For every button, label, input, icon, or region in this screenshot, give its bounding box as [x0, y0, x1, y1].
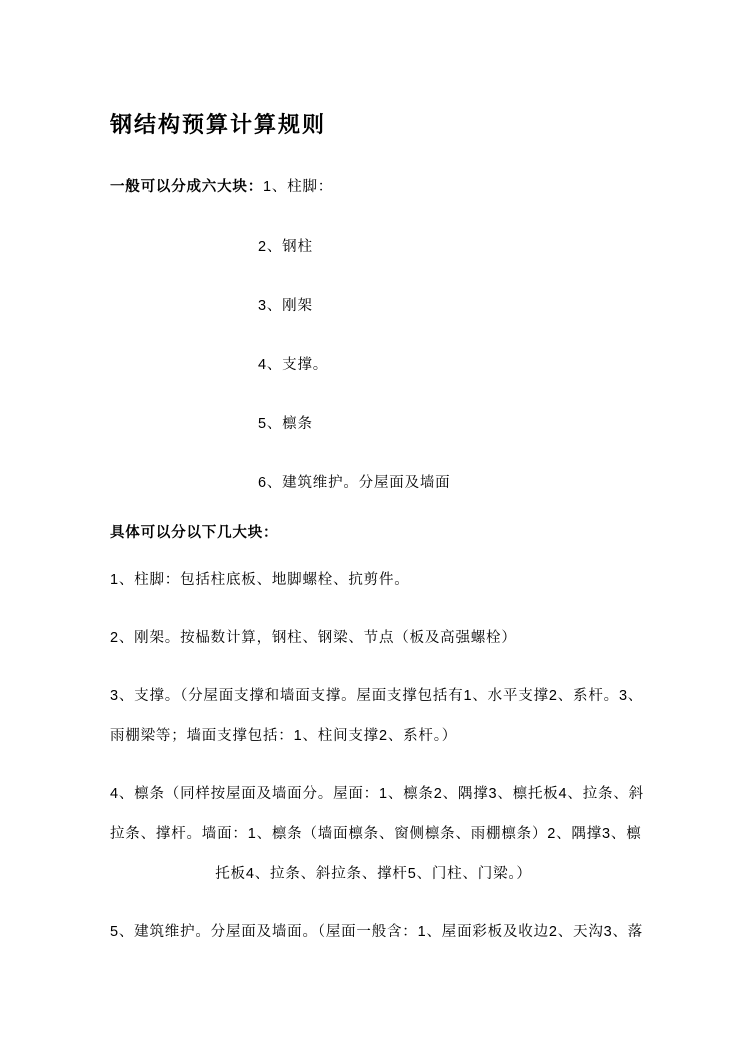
section-heading: 具体可以分以下几大块：	[110, 525, 279, 541]
paragraph-line: 2、刚架。按榀数计算，钢柱、钢梁、节点（板及高强螺栓）	[110, 630, 517, 646]
intro-bold-text: 一般可以分成六大块：	[110, 179, 263, 195]
list-item: 4、支撑。	[258, 357, 329, 373]
intro-first-item: 1、柱脚：	[263, 179, 334, 195]
paragraph-line: 3、支撑。（分屋面支撑和墙面支撑。屋面支撑包括有1、水平支撑2、系杆。3、	[110, 688, 644, 704]
paragraph-line: 4、檩条（同样按屋面及墙面分。屋面：1、檩条2、隅撑3、檩托板4、拉条、斜	[110, 786, 644, 802]
page-title: 钢结构预算计算规则	[110, 112, 327, 137]
paragraph-line: 雨棚梁等；墙面支撑包括：1、柱间支撑2、系杆。）	[110, 728, 458, 744]
paragraph-line: 1、柱脚：包括柱底板、地脚螺栓、抗剪件。	[110, 572, 410, 588]
list-item: 3、刚架	[258, 298, 313, 314]
intro-line	[110, 176, 333, 198]
list-item: 2、钢柱	[258, 239, 313, 255]
paragraph-line: 5、建筑维护。分屋面及墙面。（屋面一般含：1、屋面彩板及收边2、天沟3、落	[110, 924, 644, 940]
list-item: 6、建筑维护。分屋面及墙面	[258, 475, 451, 491]
paragraph-line: 拉条、撑杆。墙面：1、檩条（墙面檩条、窗侧檩条、雨棚檩条）2、隅撑3、檩	[110, 826, 642, 842]
list-item: 5、檩条	[258, 416, 313, 432]
paragraph-line: 托板4、拉条、斜拉条、撑杆5、门柱、门梁。）	[215, 866, 532, 882]
